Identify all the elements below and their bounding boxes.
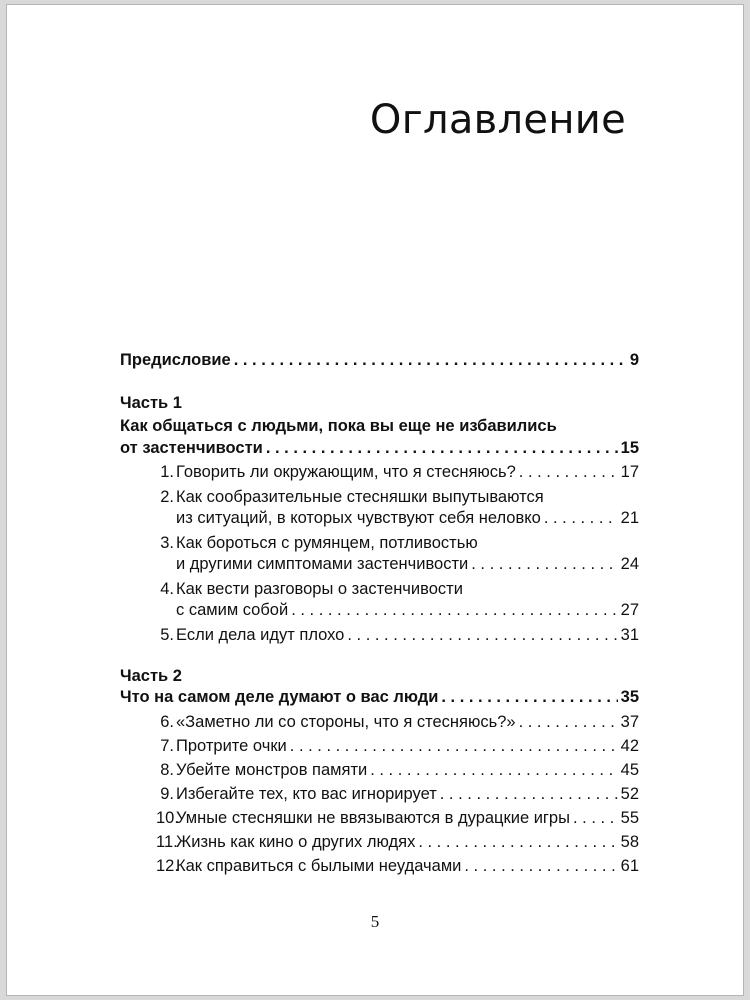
dot-leader xyxy=(464,855,617,877)
dot-leader xyxy=(234,349,627,371)
dot-leader xyxy=(266,437,618,459)
toc-entry-label: Избегайте тех, кто вас игнорирует xyxy=(176,785,437,803)
dot-leader xyxy=(440,783,618,805)
part1-title-line1: Как общаться с людьми, пока вы еще не избавились xyxy=(120,417,557,435)
toc-entry-chapter-2 xyxy=(160,486,639,508)
chapter-number: 6. xyxy=(160,713,174,731)
toc-entry-label: Протрите очки xyxy=(176,737,287,755)
chapter-number: 10. xyxy=(156,809,179,827)
chapter-number: 3. xyxy=(160,534,174,552)
toc-page-number: 58 xyxy=(620,833,639,851)
dot-leader xyxy=(347,624,617,646)
chapter-number: 9. xyxy=(160,785,174,803)
dot-leader xyxy=(290,735,618,757)
toc-page-number: 52 xyxy=(620,785,639,803)
dot-leader xyxy=(519,461,618,483)
toc-page-number: 37 xyxy=(620,713,639,731)
dot-leader xyxy=(370,759,617,781)
page-number: 5 xyxy=(370,912,380,931)
toc-page-number: 15 xyxy=(620,439,639,457)
toc-entry-label: из ситуаций, в которых чувствуют себя неловко xyxy=(176,509,541,527)
toc-page-number: 45 xyxy=(620,761,639,779)
page-title: Оглавление xyxy=(369,97,626,143)
chapter-number: 5. xyxy=(160,626,174,644)
dot-leader xyxy=(519,711,618,733)
part1-heading: Часть 1 xyxy=(120,394,182,412)
toc-entry-chapter-7 xyxy=(160,735,639,757)
toc-entry-label: Говорить ли окружающим, что я стесняюсь? xyxy=(176,463,516,481)
toc-entry-label: Как сообразительные стесняшки выпутываются xyxy=(176,488,544,506)
toc-page-number: 31 xyxy=(620,626,639,644)
dot-leader xyxy=(544,507,618,529)
chapter-number: 11. xyxy=(156,833,178,851)
dot-leader xyxy=(291,599,617,621)
toc-entry-chapter-4-cont xyxy=(176,599,639,621)
toc-page-number: 55 xyxy=(620,809,639,827)
part2-heading: Часть 2 xyxy=(120,667,182,685)
chapter-number: 4. xyxy=(160,580,174,598)
toc-entry-chapter-6 xyxy=(160,711,639,733)
toc-entry-label: Предисловие xyxy=(120,351,231,369)
chapter-number: 1. xyxy=(160,463,174,481)
toc-page-number: 17 xyxy=(620,463,639,481)
toc-entry-label: «Заметно ли со стороны, что я стесняюсь?» xyxy=(176,713,516,731)
toc-entry-label: Как вести разговоры о застенчивости xyxy=(176,580,463,598)
toc-entry-chapter-11 xyxy=(156,831,639,853)
toc-page-number: 27 xyxy=(620,601,639,619)
toc-entry-label: Что на самом деле думают о вас люди xyxy=(120,688,439,706)
dot-leader xyxy=(441,686,617,708)
chapter-number: 12. xyxy=(156,857,179,875)
toc-entry-label: Жизнь как кино о других людях xyxy=(176,833,416,851)
chapter-number: 8. xyxy=(160,761,174,779)
toc-entry-label: от застенчивости xyxy=(120,439,263,457)
toc-entry-chapter-5 xyxy=(160,624,639,646)
chapter-number: 7. xyxy=(160,737,174,755)
toc-entry-chapter-12 xyxy=(156,855,639,877)
toc-entry-chapter-10 xyxy=(156,807,639,829)
chapter-number: 2. xyxy=(160,488,174,506)
dot-leader xyxy=(573,807,618,829)
toc-entry-chapter-4 xyxy=(160,578,639,600)
toc-entry-chapter-9 xyxy=(160,783,639,805)
toc-page-number: 9 xyxy=(629,351,639,369)
dot-leader xyxy=(471,553,617,575)
toc-entry-label: с самим собой xyxy=(176,601,289,619)
toc-page-number: 61 xyxy=(620,857,639,875)
toc-entry-chapter-2-cont xyxy=(176,507,639,529)
dot-leader xyxy=(418,831,617,853)
toc-entry-preface xyxy=(120,349,639,371)
toc-entry-part1 xyxy=(120,437,639,459)
toc-entry-chapter-1 xyxy=(160,461,639,483)
toc-page-number: 42 xyxy=(620,737,639,755)
toc-page-number: 24 xyxy=(620,555,639,573)
toc-entry-label: Как бороться с румянцем, потливостью xyxy=(176,534,478,552)
toc-page-number: 21 xyxy=(620,509,639,527)
toc-entry-label: и другими симптомами застенчивости xyxy=(176,555,469,573)
toc-entry-part2 xyxy=(120,686,639,708)
toc-entry-chapter-3 xyxy=(160,532,639,554)
toc-entry-label: Умные стесняшки не ввязываются в дурацкие игры xyxy=(176,809,570,827)
toc-page-number: 35 xyxy=(620,688,639,706)
book-page xyxy=(6,4,744,996)
toc-entry-label: Убейте монстров памяти xyxy=(176,761,368,779)
toc-entry-chapter-8 xyxy=(160,759,639,781)
toc-entry-label: Как справиться с былыми неудачами xyxy=(176,857,462,875)
toc-entry-label: Если дела идут плохо xyxy=(176,626,345,644)
toc-entry-chapter-3-cont xyxy=(176,553,639,575)
